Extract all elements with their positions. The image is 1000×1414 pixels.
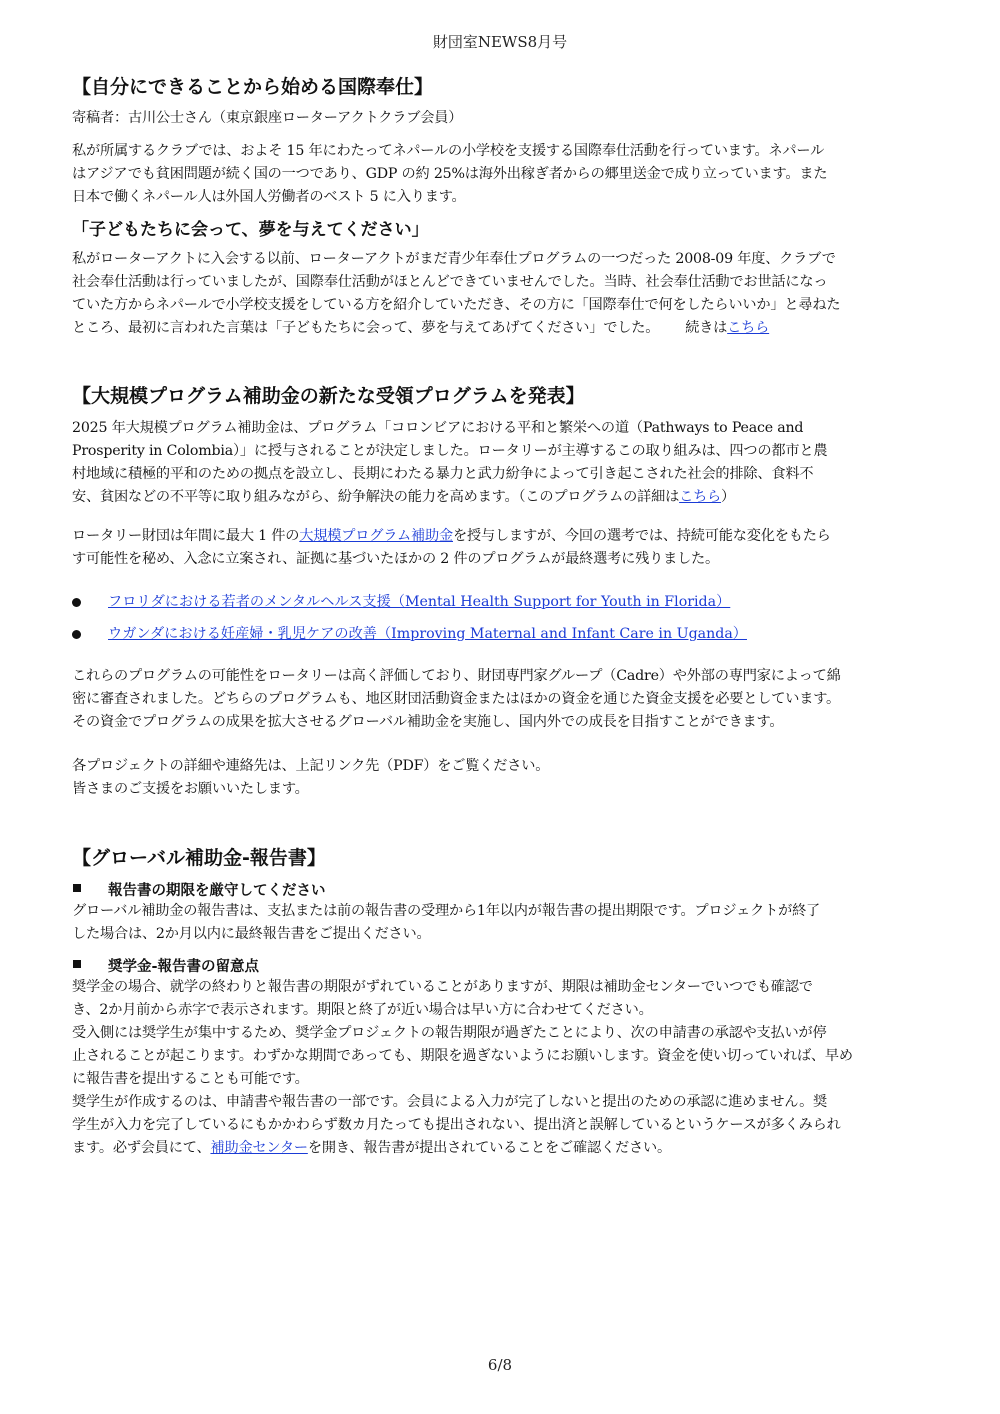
s1-paragraph-2 <box>72 248 932 340</box>
page-number: 6/8 <box>487 1356 513 1374</box>
text-line: き、2か月前から赤字で表示されます。期限と終了が近い場合は早い方に合わせてください。 <box>72 1002 653 1018</box>
text-line: 奨学金の場合、就学の終わりと報告書の期限がずれていることがありますが、期限は補助金センターでいつでも確認で <box>72 979 813 995</box>
text-line: ていた方からネパールで小学校支援をしている方を紹介していただき、その方に「国際奉仕で何をしたらいいか」と尋ねた <box>72 297 841 313</box>
large-scale-grant-link[interactable]: 大規模プログラム補助金 <box>299 528 453 544</box>
bullet-icon <box>72 630 81 639</box>
square-bullet-icon <box>73 960 81 968</box>
text-line: 私が所属するクラブでは、およそ 15 年にわたってネパールの小学校を支援する国際奉仕活動を行っています。ネパール <box>72 143 825 159</box>
square-bullet-icon <box>73 884 81 892</box>
text-line: した場合は、2か月以内に最終報告書をご提出ください。 <box>72 926 431 942</box>
florida-program-link[interactable]: フロリダにおける若者のメンタルヘルス支援（Mental Health Support for Youth in Florida） <box>108 594 731 610</box>
s2-paragraph-1 <box>72 417 932 509</box>
section-title-international-service: 【自分にできることから始める国際奉仕】 <box>72 76 434 98</box>
text-line <box>72 486 932 509</box>
section-title-large-scale-grant: 【大規模プログラム補助金の新たな受領プログラムを発表】 <box>72 385 585 407</box>
page-header: 財団室NEWS8月号 <box>432 33 568 51</box>
program-details-link[interactable]: こちら <box>679 489 722 505</box>
text-segment: を開き、報告書が提出されていることをご確認ください。 <box>307 1140 671 1156</box>
report-deadline-text <box>72 900 932 946</box>
continue-link[interactable]: こちら <box>727 320 770 336</box>
text-line: 私がローターアクトに入会する以前、ローターアクトがまだ青少年奉仕プログラムの一つだった 2008-09 年度、クラブで <box>72 251 836 267</box>
text-line: 止されることが起こります。わずかな期間であっても、期限を過ぎないようにお願いします。資金を使い切っていれば、早め <box>72 1048 853 1064</box>
text-segment: ところ、最初に言われた言葉は「子どもたちに会って、夢を与えてあげてください」でした。 <box>72 320 660 336</box>
text-line: 奨学生が作成するのは、申請書や報告書の一部です。会員による入力が完了しないと提出のための承認に進めません。奨 <box>72 1094 828 1110</box>
s1-paragraph-1 <box>72 140 932 209</box>
text-line: 村地域に積極的平和のための拠点を設立し、長期にわたる暴力と武力紛争によって引き起こされた社会的排除、食料不 <box>72 466 814 482</box>
bullet-icon <box>72 598 81 607</box>
text-line: その資金でプログラムの成果を拡大させるグローバル補助金を実施し、国内外での成長を目指すことができます。 <box>72 714 784 730</box>
text-segment: を授与しますが、今回の選考では、持続可能な変化をもたら <box>453 528 831 544</box>
grant-center-link[interactable]: 補助金センター <box>210 1140 308 1156</box>
s2-paragraph-2 <box>72 525 932 571</box>
text-line: 2025 年大規模プログラム補助金は、プログラム「コロンビアにおける平和と繁栄への道（Pathways to Peace and <box>72 420 804 436</box>
s2-paragraph-4 <box>72 755 932 801</box>
byline-text: 寄稿者：古川公士さん（東京銀座ローターアクトクラブ会員） <box>72 110 463 126</box>
text-line <box>72 525 932 548</box>
text-segment: ） <box>721 489 736 505</box>
text-line: これらのプログラムの可能性をロータリーは高く評価しており、財団専門家グループ（Cadre）や外部の専門家によって綿 <box>72 668 841 684</box>
text-segment: ロータリー財団は年間に最大 1 件の <box>72 528 300 544</box>
text-segment: ます。必ず会員にて、 <box>72 1140 211 1156</box>
scholarship-report-text <box>72 976 932 1160</box>
section-title-global-grant-report: 【グローバル補助金-報告書】 <box>72 847 326 869</box>
s2-paragraph-3 <box>72 665 932 734</box>
text-line: 皆さまのご支援をお願いいたします。 <box>72 781 309 797</box>
continue-label: 続きは <box>685 320 728 336</box>
text-segment: 安、貧困などの不平等に取り組みながら、紛争解決の能力を高めます。（このプログラムの詳細は <box>72 489 680 505</box>
subheading-dreams: 「子どもたちに会って、夢を与えてください」 <box>72 220 429 240</box>
heading-report-deadline: 報告書の期限を厳守してください <box>108 883 326 899</box>
byline <box>72 107 932 130</box>
text-line: 各プロジェクトの詳細や連絡先は、上記リンク先（PDF）をご覧ください。 <box>72 758 550 774</box>
text-line: グローバル補助金の報告書は、支払または前の報告書の受理から1年以内が報告書の提出期限です。プロジェクトが終了 <box>72 903 821 919</box>
text-line: Prosperity in Colombia）」に授与されることが決定しました。ロータリーが主導するこの取り組みは、四つの都市と農 <box>72 443 828 459</box>
text-line: 密に審査されました。どちらのプログラムも、地区財団活動資金またはほかの資金を通じた資金支援を必要としています。 <box>72 691 841 707</box>
heading-scholarship-report: 奨学金-報告書の留意点 <box>108 959 260 975</box>
text-line: に報告書を提出することも可能です。 <box>72 1071 309 1087</box>
text-line: 学生が入力を完了しているにもかかわらず数カ月たっても提出されない、提出済と誤解しているというケースが多くみられ <box>72 1117 841 1133</box>
uganda-program-link[interactable]: ウガンダにおける妊産婦・乳児ケアの改善（Improving Maternal and Infant Care in Uganda） <box>108 626 747 642</box>
text-line <box>72 317 932 340</box>
text-line: 日本で働くネパール人は外国人労働者のベスト 5 に入ります。 <box>72 189 466 205</box>
text-line: はアジアでも貧困問題が続く国の一つであり、GDP の約 25%は海外出稼ぎ者からの郷里送金で成り立っています。また <box>72 166 828 182</box>
text-line <box>72 1137 932 1160</box>
text-line: 社会奉仕活動は行っていましたが、国際奉仕活動がほとんどできていませんでした。当時、社会奉仕活動でお世話になっ <box>72 274 828 290</box>
text-line: す可能性を秘め、入念に立案され、証拠に基づいたほかの 2 件のプログラムが最終選考に残りました。 <box>72 551 720 567</box>
text-line: 受入側には奨学生が集中するため、奨学金プロジェクトの報告期限が過ぎたことにより、次の申請書の承認や支払いが停 <box>72 1025 827 1041</box>
